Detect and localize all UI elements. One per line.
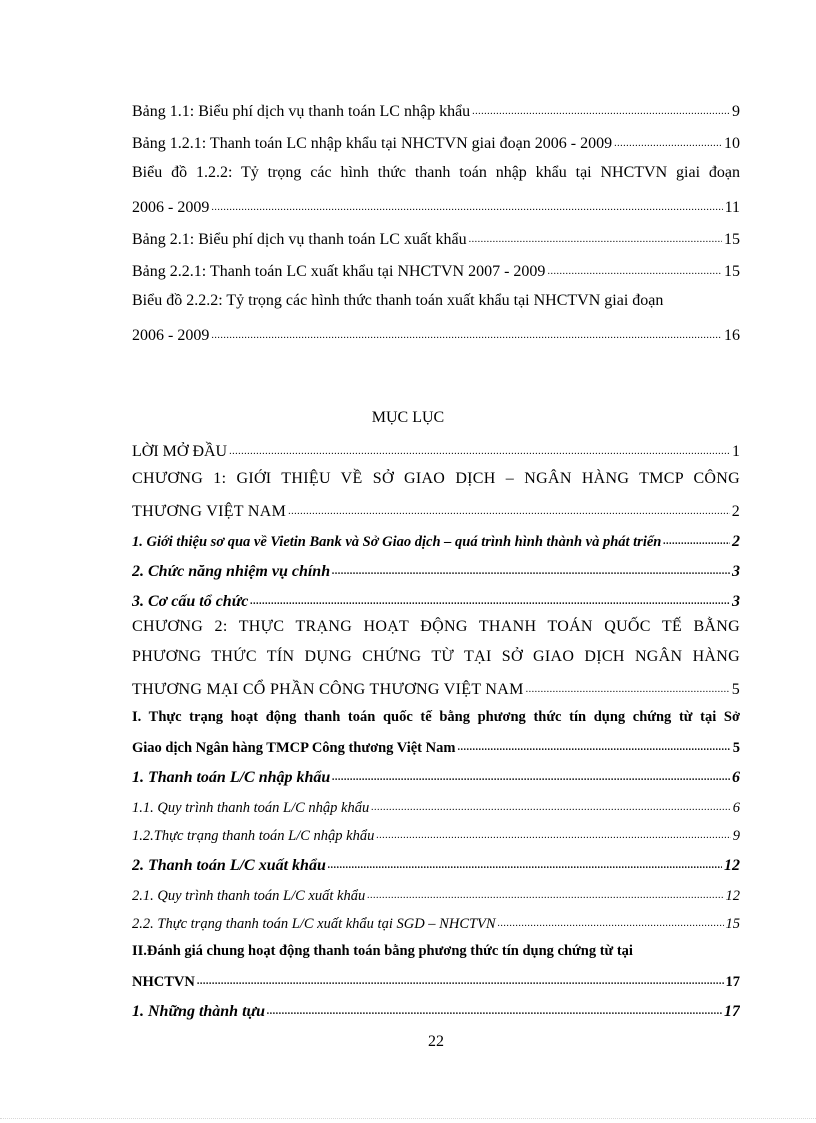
figure-entry: Bảng 2.1: Biểu phí dịch vụ thanh toán LC xuất khẩu ..... 15: [132, 224, 740, 250]
figure-entry: 2006 - 2009 ..... 11: [132, 192, 740, 218]
toc-entry: 2.2. Thực trạng thanh toán L/C xuất khẩu tại SGD – NHCTVN ..... 15: [132, 908, 740, 934]
figure-entry: Biểu đồ 2.2.2: Tỷ trọng các hình thức thanh toán xuất khẩu tại NHCTVN giai đoạn: [132, 292, 664, 309]
toc-entry: 2. Chức năng nhiệm vụ chính ..... 3: [132, 556, 740, 582]
figure-entry: Bảng 1.1: Biểu phí dịch vụ thanh toán LC nhập khẩu ..... 9: [132, 96, 740, 122]
toc-entry: LỜI MỞ ĐẦU ..... 1: [132, 436, 740, 462]
toc-entry: THƯƠNG VIỆT NAM ..... 2: [132, 496, 740, 522]
toc-entry: THƯƠNG MẠI CỔ PHẦN CÔNG THƯƠNG VIỆT NAM ..... 5: [132, 674, 740, 700]
toc-heading: MỤC LỤC: [371, 409, 445, 426]
toc-entry: 1. Những thành tựu ..... 17: [132, 996, 740, 1022]
toc-entry: PHƯƠNG THỨC TÍN DỤNG CHỨNG TỪ TẠI SỞ GIAO DỊCH NGÂN HÀNG: [132, 648, 740, 665]
toc-entry: CHƯƠNG 2: THỰC TRẠNG HOẠT ĐỘNG THANH TOÁN QUỐC TẾ BẰNG: [132, 618, 740, 635]
toc-entry: 1. Thanh toán L/C nhập khẩu ..... 6: [132, 762, 740, 788]
page-bottom-border: [0, 1118, 816, 1119]
toc-entry: 2. Thanh toán L/C xuất khẩu ..... 12: [132, 850, 740, 876]
toc-entry: CHƯƠNG 1: GIỚI THIỆU VỀ SỞ GIAO DỊCH – NGÂN HÀNG TMCP CÔNG: [132, 470, 740, 487]
toc-entry: 3. Cơ cấu tổ chức ..... 3: [132, 586, 740, 612]
toc-entry: Giao dịch Ngân hàng TMCP Công thương Việt Nam ..... 5: [132, 732, 740, 758]
figure-entry: Bảng 2.2.1: Thanh toán LC xuất khẩu tại NHCTVN 2007 - 2009 ..... 15: [132, 256, 740, 282]
figure-entry: Bảng 1.2.1: Thanh toán LC nhập khẩu tại NHCTVN giai đoạn 2006 - 2009 ..... 10: [132, 128, 740, 154]
toc-entry: 1.1. Quy trình thanh toán L/C nhập khẩu ..... 6: [132, 792, 740, 818]
figure-entry: Biểu đồ 1.2.2: Tỷ trọng các hình thức thanh toán nhập khẩu tại NHCTVN giai đoạn: [132, 164, 740, 181]
toc-entry: 1.2.Thực trạng thanh toán L/C nhập khẩu ..... 9: [132, 820, 740, 846]
toc-entry: II.Đánh giá chung hoạt động thanh toán bằng phương thức tín dụng chứng từ tại: [132, 943, 633, 959]
toc-entry: I. Thực trạng hoạt động thanh toán quốc tế bằng phương thức tín dụng chứng từ tại Sở: [132, 709, 740, 725]
page-number: 22: [428, 1033, 444, 1050]
toc-entry: 2.1. Quy trình thanh toán L/C xuất khẩu ..... 12: [132, 880, 740, 906]
toc-entry: NHCTVN ..... 17: [132, 966, 740, 992]
toc-entry: 1. Giới thiệu sơ qua về Vietin Bank và Sở Giao dịch – quá trình hình thành và phát triển ..... 2: [132, 526, 740, 552]
figure-entry: 2006 - 2009 ..... 16: [132, 320, 740, 346]
